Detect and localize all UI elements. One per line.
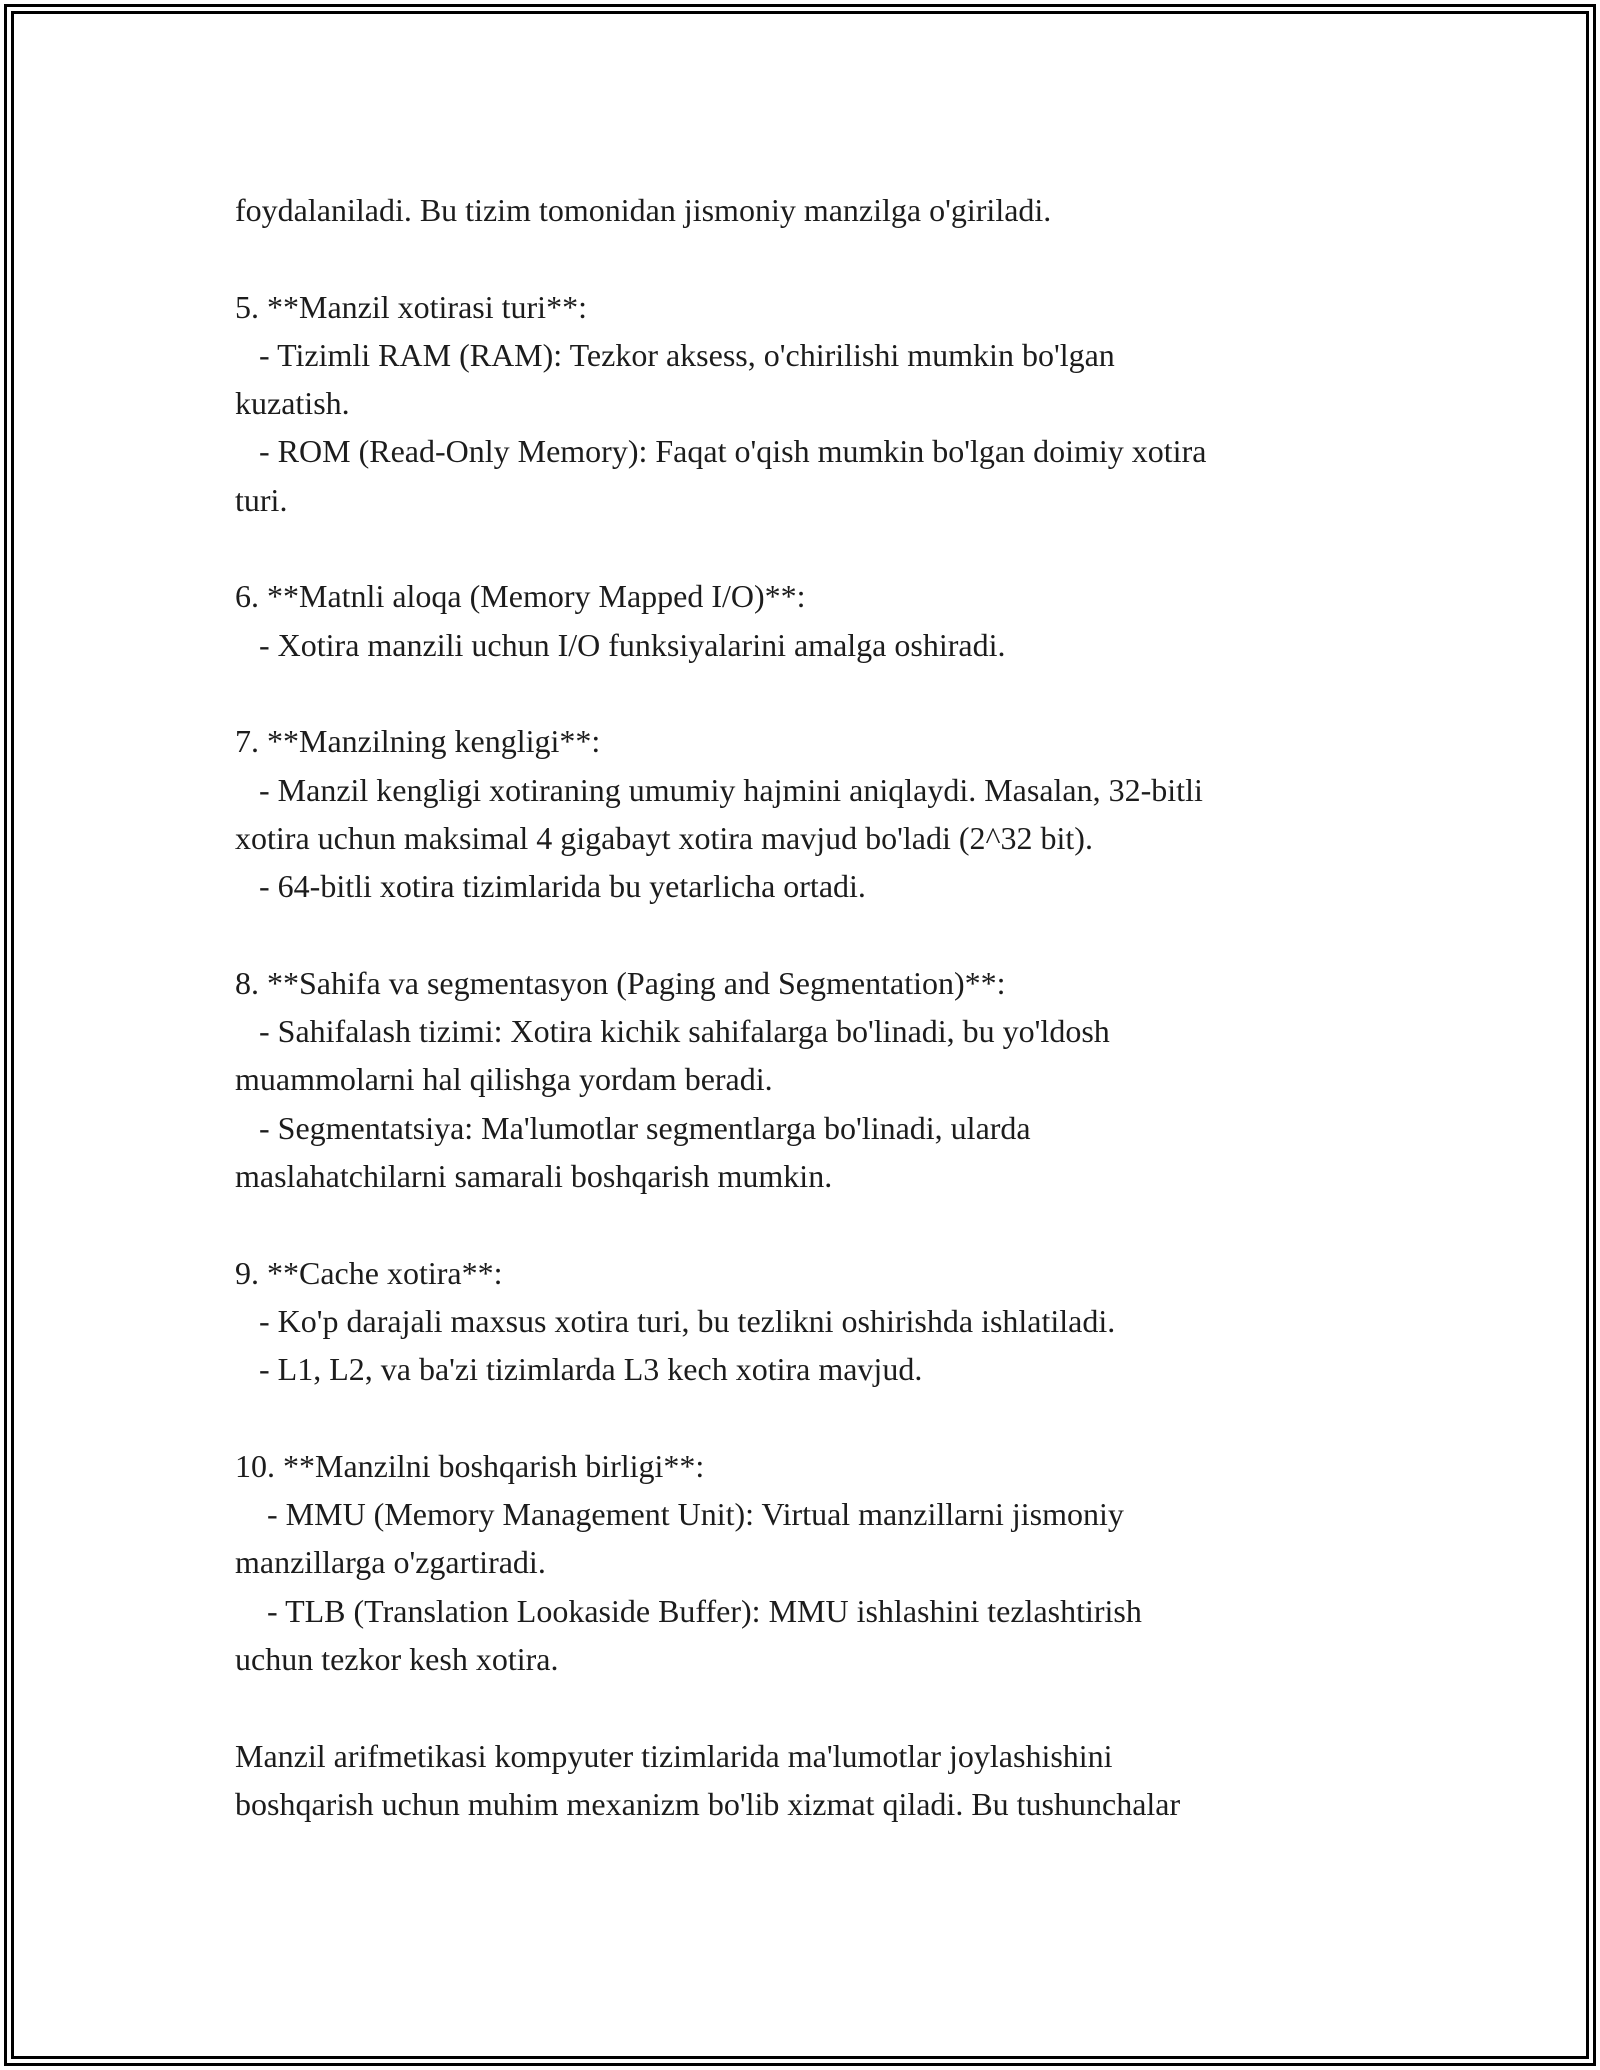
text-line: - TLB (Translation Lookaside Buffer): MMU ishlashini tezlashtirish: [235, 1592, 1142, 1629]
list-heading-10: 10. **Manzilni boshqarish birligi**:: [235, 1447, 705, 1484]
blank-line: [235, 1200, 1365, 1248]
text-line: xotira uchun maksimal 4 gigabayt xotira mavjud bo'ladi (2^32 bit).: [235, 819, 1093, 856]
blank-line: [235, 524, 1365, 572]
text-line: - Segmentatsiya: Ma'lumotlar segmentlarga bo'linadi, ularda: [235, 1109, 1031, 1146]
conclusion-line: Manzil arifmetikasi kompyuter tizimlarida ma'lumotlar joylashishini: [235, 1737, 1113, 1774]
blank-line: [235, 669, 1365, 717]
blank-line: [235, 234, 1365, 282]
conclusion-line: boshqarish uchun muhim mexanizm bo'lib xizmat qiladi. Bu tushunchalar: [235, 1785, 1181, 1822]
text-line: - ROM (Read-Only Memory): Faqat o'qish mumkin bo'lgan doimiy xotira: [235, 433, 1207, 470]
text-line: manzillarga o'zgartiradi.: [235, 1544, 546, 1581]
blank-line: [235, 1683, 1365, 1731]
text-line: - Ko'p darajali maxsus xotira turi, bu tezlikni oshirishda ishlatiladi.: [235, 1302, 1116, 1339]
text-line: uchun tezkor kesh xotira.: [235, 1640, 559, 1677]
blank-line: [235, 1393, 1365, 1441]
text-line: - 64-bitli xotira tizimlarida bu yetarlicha ortadi.: [235, 868, 866, 905]
list-heading-5: 5. **Manzil xotirasi turi**:: [235, 288, 587, 325]
list-heading-9: 9. **Cache xotira**:: [235, 1254, 503, 1291]
text-line: - MMU (Memory Management Unit): Virtual manzillarni jismoniy: [235, 1496, 1124, 1533]
text-line: muammolarni hal qilishga yordam beradi.: [235, 1061, 773, 1098]
text-line: - L1, L2, va ba'zi tizimlarda L3 kech xotira mavjud.: [235, 1351, 923, 1388]
document-body: [235, 186, 1365, 1828]
blank-line: [235, 910, 1365, 958]
list-heading-8: 8. **Sahifa va segmentasyon (Paging and Segmentation)**:: [235, 964, 1006, 1001]
text-line: foydalaniladi. Bu tizim tomonidan jismoniy manzilga o'giriladi.: [235, 192, 1052, 228]
text-line: turi.: [235, 481, 288, 518]
text-line: - Tizimli RAM (RAM): Tezkor aksess, o'chirilishi mumkin bo'lgan: [235, 336, 1115, 373]
text-line: - Manzil kengligi xotiraning umumiy hajmini aniqlaydi. Masalan, 32-bitli: [235, 771, 1203, 808]
list-heading-7: 7. **Manzilning kengligi**:: [235, 723, 601, 760]
text-line: kuzatish.: [235, 385, 350, 422]
list-heading-6: 6. **Matnli aloqa (Memory Mapped I/O)**:: [235, 578, 806, 615]
text-line: - Xotira manzili uchun I/O funksiyalarini amalga oshiradi.: [235, 626, 1006, 663]
text-line: - Sahifalash tizimi: Xotira kichik sahifalarga bo'linadi, bu yo'ldosh: [235, 1013, 1110, 1050]
text-line: maslahatchilarni samarali boshqarish mumkin.: [235, 1157, 833, 1194]
